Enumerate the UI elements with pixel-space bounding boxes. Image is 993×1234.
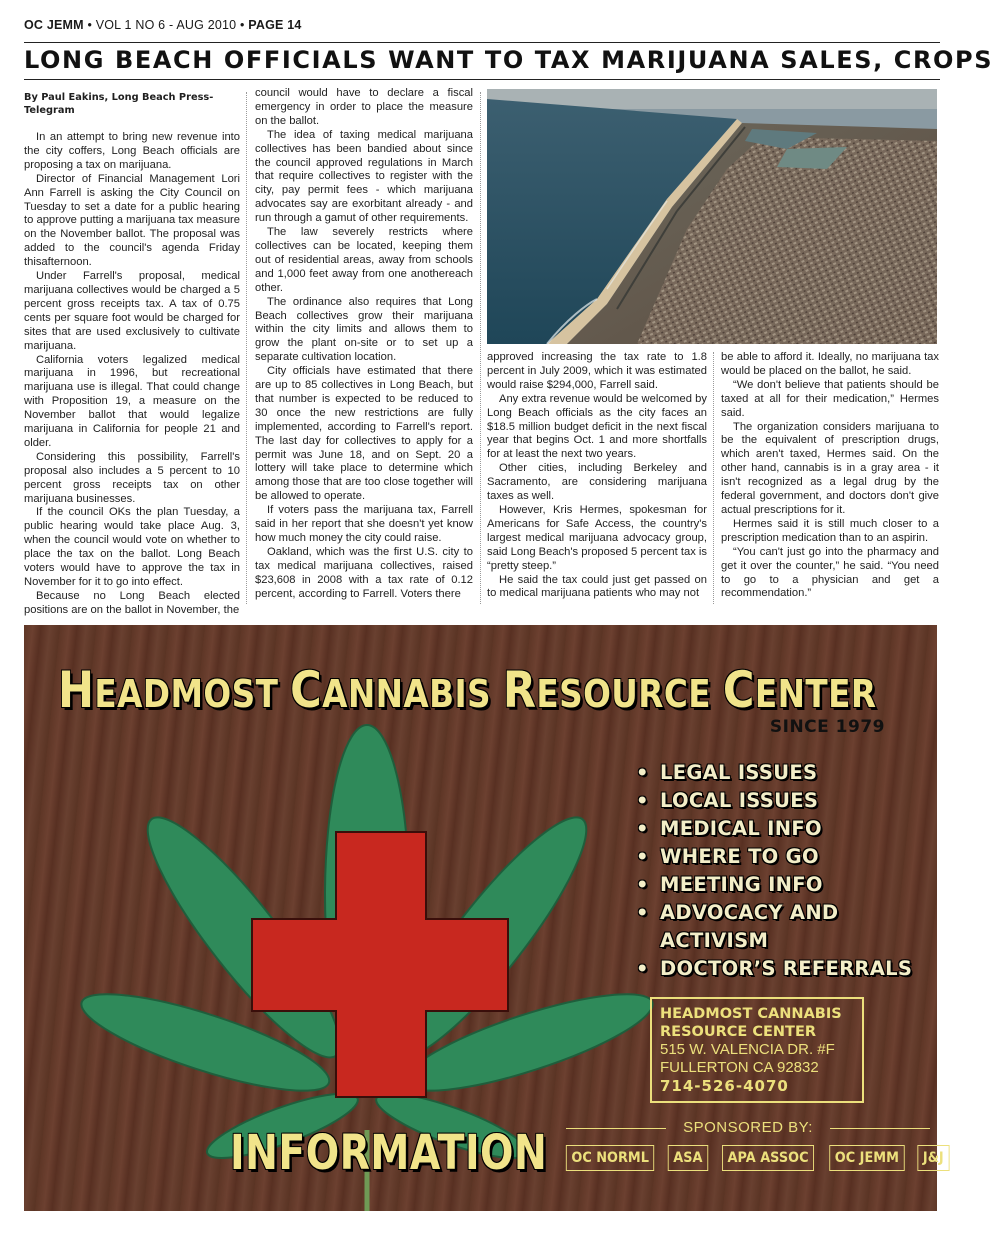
paragraph: However, Kris Hermes, spokesman for Americans for Safe Access, the country's largest medical marijuana advocacy group, said Long Beach's proposed 5 percent tax is “pretty steep.” — [487, 503, 707, 572]
ad-service-label: LEGAL ISSUES — [660, 761, 818, 784]
ad-since: SINCE 1979 — [769, 717, 885, 737]
ad-service-item — [636, 843, 912, 871]
article-column-2 — [255, 87, 473, 602]
aerial-coastline-image — [487, 89, 937, 344]
bullet-icon: • — [636, 845, 649, 868]
ad-street: 515 W. VALENCIA DR. #F — [660, 1041, 835, 1058]
advertisement — [24, 625, 944, 1211]
column-divider — [713, 352, 714, 604]
ad-business-name-2: RESOURCE CENTER — [660, 1024, 817, 1040]
ad-services-list — [636, 759, 912, 983]
ad-title-rest: EADMOST — [94, 672, 291, 716]
page-number: PAGE 14 — [248, 18, 302, 32]
paragraph: “You can't just go into the pharmacy and get it over the counter,” he said. “You need to go to a physician and get a recommendation.” — [721, 545, 939, 600]
paragraph: Considering this possibility, Farrell's proposal also includes a 5 percent to 10 percent gross receipts tax on other marijuana businesses. — [24, 450, 240, 505]
ad-service-item — [636, 899, 912, 927]
paragraph: He said the tax could just get passed on to medical marijuana patients who may not — [487, 573, 707, 600]
column-2-lead: council would have to declare a fiscal emergency in order to place the measure on the ballot. — [255, 87, 473, 127]
bullet-icon: • — [636, 789, 649, 812]
paragraph: California voters legalized medical marijuana in 1996, but recreational marijuana use is illegal. That could change with Proposition 19, a measure on the November ballot that would legalize marijuana in California for people 21 and older. — [24, 353, 240, 449]
page-title: LONG BEACH OFFICIALS WANT TO TAX MARIJUANA SALES, CROPS — [24, 46, 993, 74]
ad-service-label: LOCAL ISSUES — [660, 789, 819, 812]
headline-rule — [24, 79, 940, 80]
ad-service-label: MEDICAL INFO — [660, 817, 822, 840]
ad-business-name-1: HEADMOST CANNABIS — [660, 1006, 842, 1022]
paragraph: The organization considers marijuana to be the equivalent of prescription drugs, which aren't taxed, Hermes said. On the other hand, cannabis is in a gray area - it isn't recognized as a legal drug by the federal government, and doctors don't give actual prescriptions for it. — [721, 420, 939, 516]
sponsor-badge: OC NORML — [566, 1145, 655, 1171]
sponsor-badge: OC JEMM — [829, 1145, 904, 1171]
paragraph: Other cities, including Berkeley and Sacramento, are considering marijuana taxes as well. — [487, 462, 707, 503]
ad-service-item — [636, 955, 912, 983]
sponsor-badge: J&J — [917, 1145, 949, 1171]
ad-title-cap: C — [290, 661, 323, 719]
column-4-paragraphs — [721, 379, 939, 602]
ad-address-box — [650, 997, 864, 1103]
paragraph: Any extra revenue would be welcomed by Long Beach officials as the city faces an $18.5 million budget deficit in the next fiscal year that begins Oct. 1 and more shortfalls for at least the next two years. — [487, 392, 707, 461]
sponsor-list — [562, 1145, 950, 1171]
sponsor-badge: ASA — [668, 1145, 708, 1171]
article-column-4 — [721, 351, 939, 601]
paragraph: The idea of taxing medical marijuana collectives has been bandied about since the council approved regulations in March that require collectives to register with the city, pay permit fees - which marijuana advocates say are exorbitant already - and run through a gamut of other requirements. — [255, 128, 473, 225]
ad-service-label: DOCTOR’S REFERRALS — [660, 957, 913, 980]
ad-information-heading: INFORMATION — [230, 1125, 548, 1181]
issue-info: VOL 1 NO 6 - AUG 2010 — [95, 18, 237, 32]
ad-service-label: MEETING INFO — [660, 873, 823, 896]
column-divider — [246, 92, 247, 604]
running-head — [24, 18, 940, 32]
bullet-icon: • — [636, 957, 649, 980]
paragraph: The law severely restricts where collectives can be located, keeping them out of residential areas, away from schools and 1,000 feet away from one anothereach other. — [255, 226, 473, 294]
ad-title-rest: ESOURCE — [536, 672, 723, 716]
ad-service-item — [636, 815, 912, 843]
paragraph: City officials have estimated that there are up to 85 collectives in Long Beach, but that number is expected to be reduced to 30 once the new restrictions are fully implemented, according to Farrell's report. The last day for collectives to apply for a permit was June 18, and on Sept. 20 a lottery will take place to determine which among those that are too close together will be allowed to operate. — [255, 365, 473, 503]
byline: By Paul Eakins, Long Beach Press-Telegram — [24, 92, 214, 116]
column-4-lead: be able to afford it. Ideally, no marijuana tax would be placed on the ballot, he said. — [721, 351, 939, 377]
publication-name: OC JEMM — [24, 18, 84, 32]
paragraph: Under Farrell's proposal, medical marijuana collectives would be charged a 5 percent gross receipts tax. A tax of 0.75 cents per square foot would be charged for sites that are used exclusively to cultivate marijuana. — [24, 270, 240, 352]
paragraph: The ordinance also requires that Long Beach collectives grow their marijuana within the city limits and allows them to grow the plant on-site or to set up a separate cultivation location. — [255, 295, 473, 364]
paragraph: Director of Financial Management Lori Ann Farrell is asking the City Council on Tuesday to set a date for a public hearing to approve putting a marijuana tax measure on the November ballot. The proposal was added to the council's agenda Friday thisafternoon. — [24, 172, 240, 269]
column-1-paragraphs — [24, 131, 240, 618]
ad-service-label: ADVOCACY AND — [660, 901, 839, 924]
aerial-coastline-photo — [487, 89, 937, 344]
paragraph: Oakland, which was the first U.S. city to tax medical marijuana collectives, raised $23,608 in 2008 with a tax rate of 0.12 percent, according to Farrell. Voters there — [255, 545, 473, 600]
ad-phone: 714-526-4070 — [660, 1077, 789, 1095]
ad-title-cap: H — [58, 661, 95, 719]
paragraph: Because no Long Beach elected positions are on the ballot in November, the — [24, 589, 240, 616]
ad-title — [58, 661, 876, 719]
paragraph: In an attempt to bring new revenue into the city coffers, Long Beach officials are proposing a tax on marijuana. — [24, 131, 240, 171]
running-head-sep: • — [240, 18, 245, 32]
running-head-sep: • — [87, 18, 93, 32]
ad-title-rest: ANNABIS — [322, 672, 503, 716]
ad-service-item — [636, 759, 912, 787]
ad-service-item — [636, 927, 912, 955]
paragraph: Hermes said it is still much closer to a prescription medication than to an aspirin. — [721, 517, 939, 544]
article-column-3 — [487, 351, 707, 601]
ad-city: FULLERTON CA 92832 — [660, 1059, 819, 1076]
bullet-icon: • — [636, 761, 649, 784]
sponsored-by-label: SPONSORED BY: — [564, 1119, 932, 1136]
ad-title-cap: C — [722, 661, 755, 719]
paragraph: If voters pass the marijuana tax, Farrell said in her report that she doesn't yet know how much money the city could raise. — [255, 504, 473, 544]
bullet-icon: • — [636, 873, 649, 896]
ad-service-item — [636, 871, 912, 899]
header-rule — [24, 42, 940, 43]
ad-title-cap: R — [502, 661, 537, 719]
ad-service-label: ACTIVISM — [660, 929, 769, 952]
sponsor-badge: APA ASSOC — [722, 1145, 814, 1171]
column-divider — [480, 92, 481, 604]
column-3-lead: approved increasing the tax rate to 1.8 percent in July 2009, which it was estimated would raise $294,000, Farrell said. — [487, 351, 707, 391]
bullet-icon: • — [636, 817, 649, 840]
bullet-icon: • — [636, 901, 649, 924]
column-3-paragraphs — [487, 393, 707, 602]
ad-service-label: WHERE TO GO — [660, 845, 819, 868]
ad-title-rest: ENTER — [754, 672, 877, 716]
column-2-paragraphs — [255, 129, 473, 602]
paragraph: If the council OKs the plan Tuesday, a public hearing would take place Aug. 3, when the council would vote on whether to place the tax on the ballot. Long Beach voters would have to approve the tax in November for it to go into effect. — [24, 506, 240, 588]
ad-service-item — [636, 787, 912, 815]
paragraph: “We don't believe that patients should be taxed at all for their medication,” Hermes said. — [721, 378, 939, 419]
article-column-1 — [24, 91, 240, 618]
